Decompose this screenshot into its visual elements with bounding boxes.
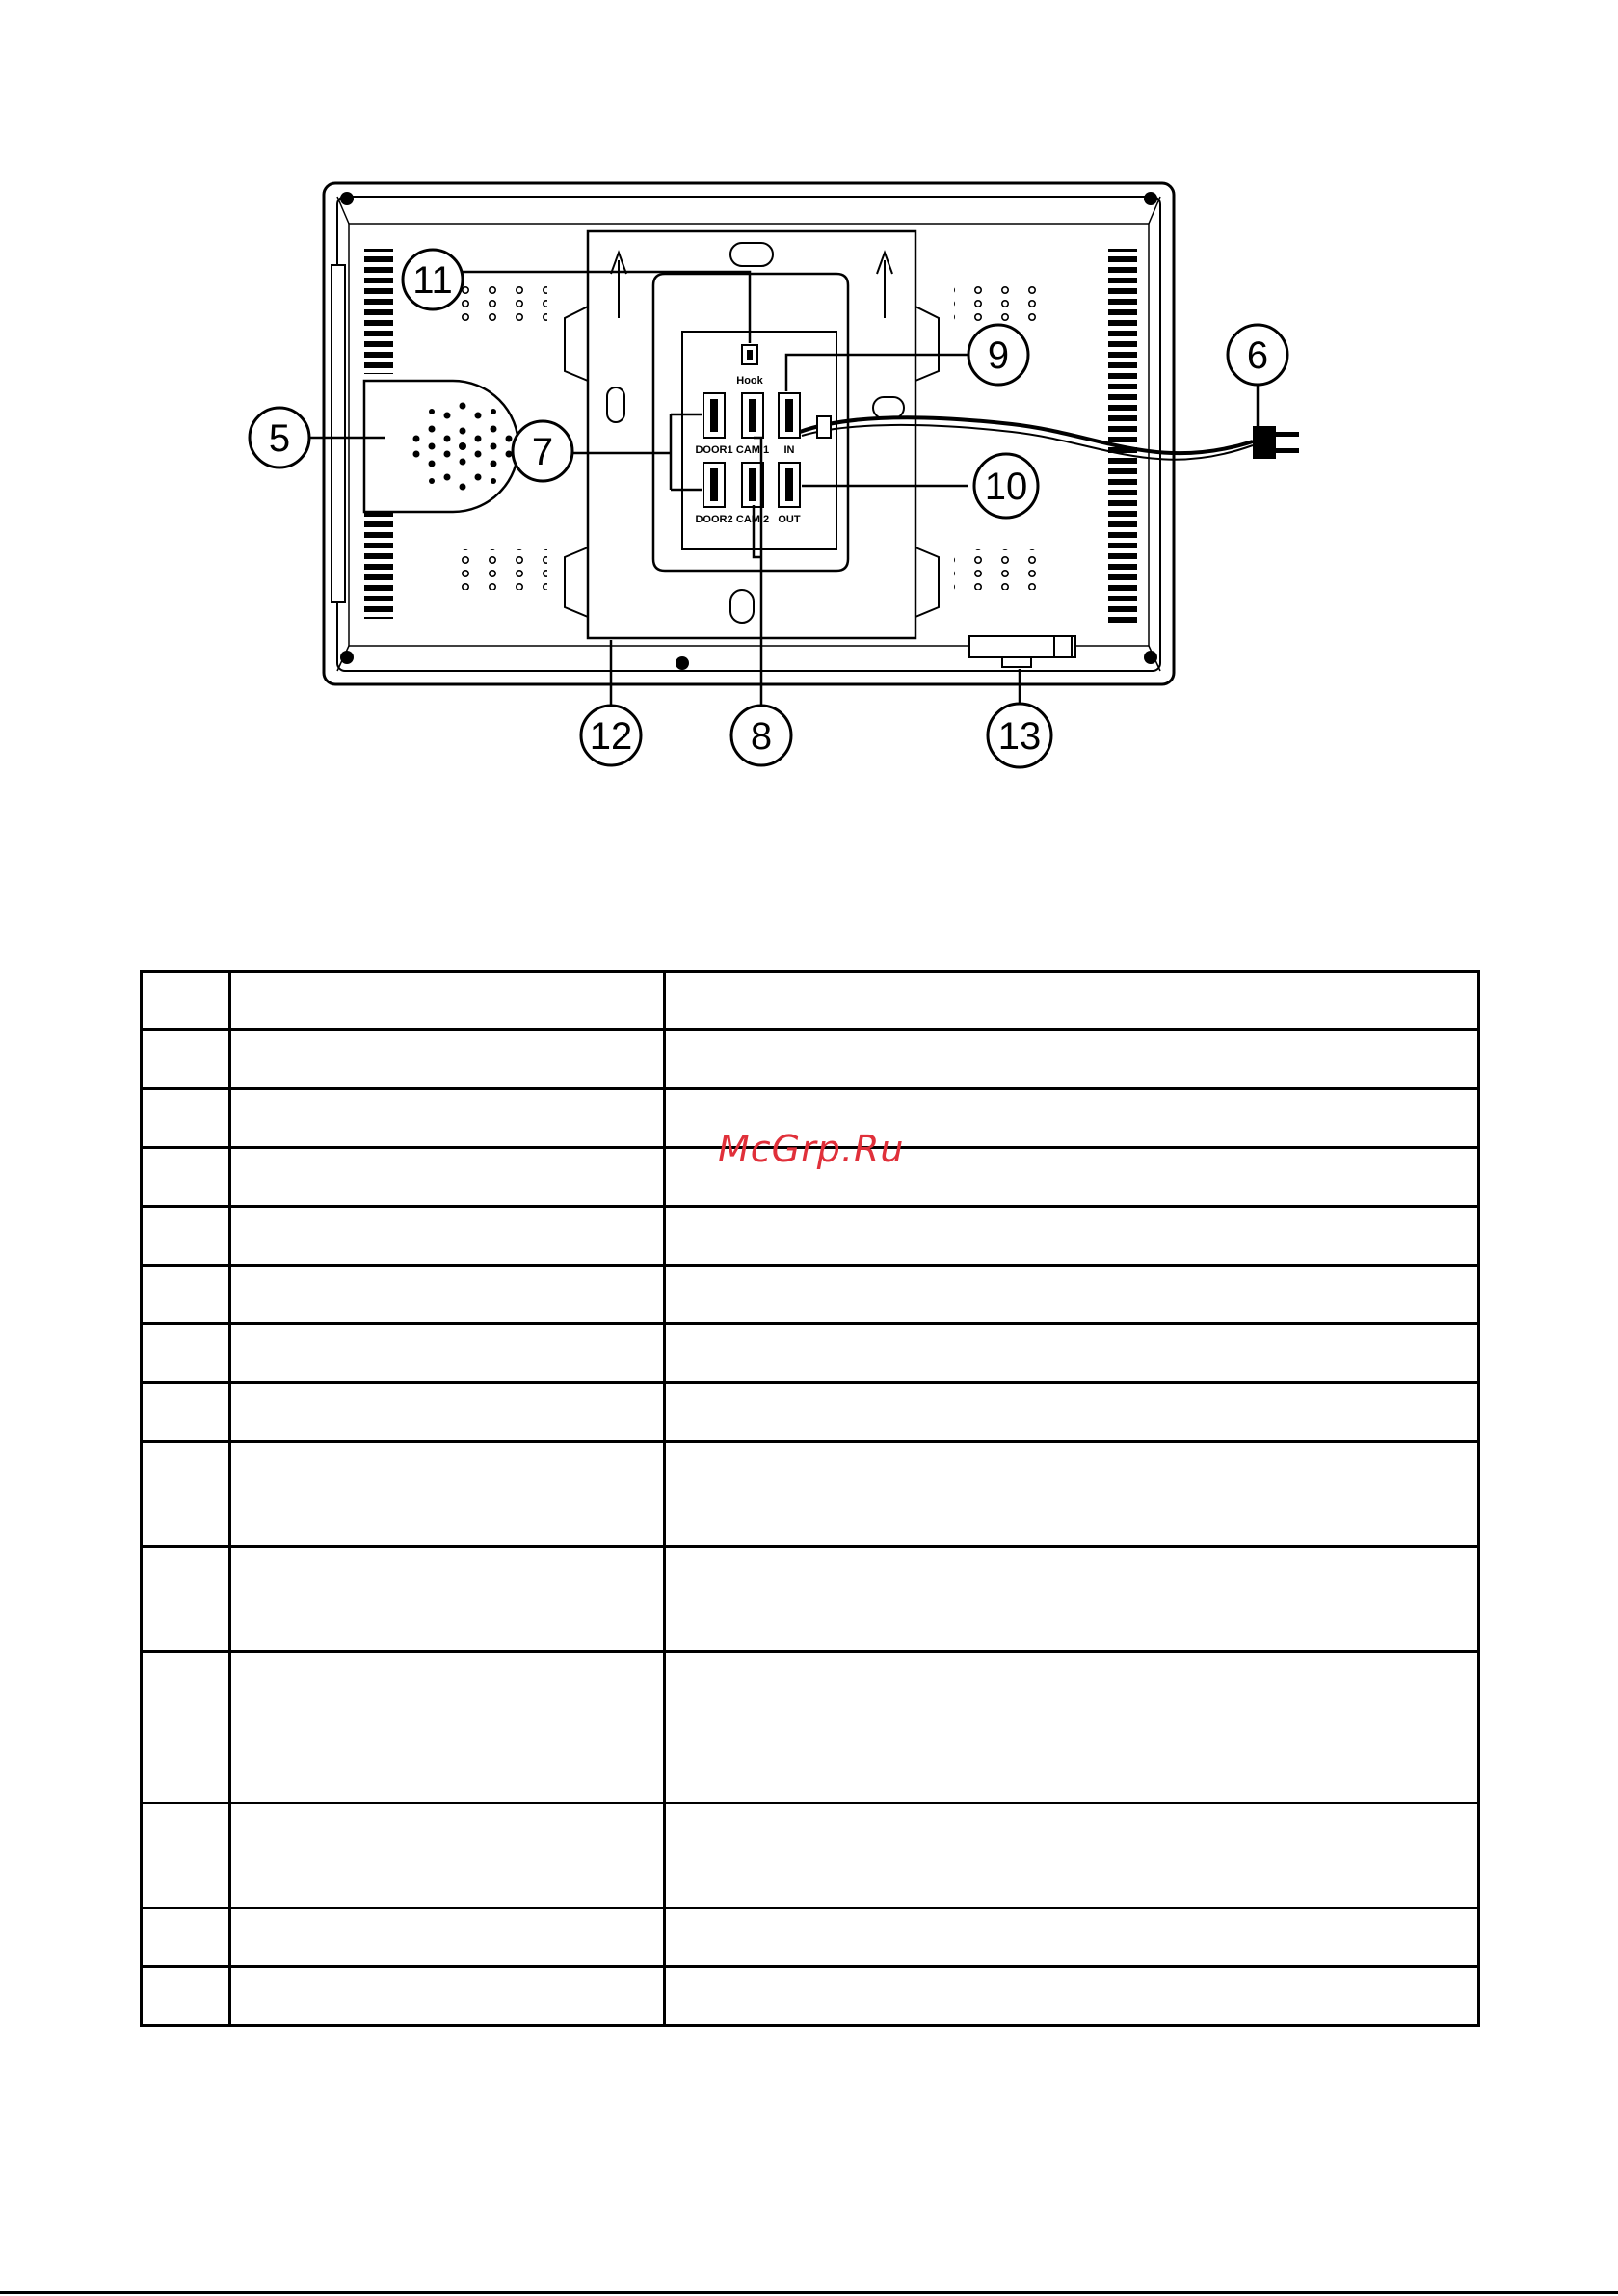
hook-label: Hook	[736, 375, 763, 387]
vent-grid	[453, 285, 547, 326]
table-row	[142, 1909, 1479, 1967]
callout-9	[968, 325, 1028, 385]
svg-text:8: 8	[750, 715, 773, 758]
svg-text:5: 5	[268, 417, 291, 460]
svg-text:13: 13	[997, 715, 1042, 758]
callout-10	[974, 454, 1038, 518]
monitor-rear-diagram	[0, 0, 1618, 868]
svg-text:6: 6	[1246, 334, 1269, 377]
svg-text:10: 10	[984, 466, 1028, 508]
table-row	[142, 1324, 1479, 1383]
svg-text:11: 11	[412, 259, 453, 302]
table-row	[142, 1266, 1479, 1324]
svg-text:7: 7	[531, 431, 554, 473]
table-row	[142, 1547, 1479, 1652]
table-row	[142, 1652, 1479, 1803]
table-row	[142, 1030, 1479, 1089]
callout-13	[988, 704, 1051, 767]
bottom-rule	[0, 2291, 1618, 2294]
callout-8	[731, 706, 791, 765]
vent-slots-right	[1108, 249, 1137, 623]
table-row	[142, 1383, 1479, 1442]
watermark: McGrp.Ru	[718, 1128, 905, 1170]
table-row	[142, 1967, 1479, 2026]
speaker	[364, 381, 518, 512]
door2-label: DOOR2	[695, 514, 733, 525]
svg-text:9: 9	[987, 334, 1010, 377]
table-row	[142, 1442, 1479, 1547]
vent-grid	[453, 549, 547, 590]
in-label: IN	[783, 444, 795, 456]
vent-grid	[954, 285, 1048, 326]
table-row	[142, 1803, 1479, 1909]
cam1-label: CAM 1	[735, 444, 770, 456]
out-label: OUT	[778, 514, 801, 525]
callout-12	[581, 706, 641, 765]
callout-6	[1228, 325, 1287, 385]
callout-5	[250, 408, 309, 467]
callout-7	[513, 421, 572, 481]
door1-label: DOOR1	[695, 444, 733, 456]
vent-slots-left-top	[364, 249, 393, 374]
callout-11	[403, 250, 463, 309]
vent-grid	[954, 549, 1048, 590]
plug-icon	[1253, 426, 1299, 459]
cam2-label: CAM 2	[735, 514, 770, 525]
table-row	[142, 1207, 1479, 1266]
table-row	[142, 972, 1479, 1030]
svg-text:12: 12	[589, 715, 633, 758]
